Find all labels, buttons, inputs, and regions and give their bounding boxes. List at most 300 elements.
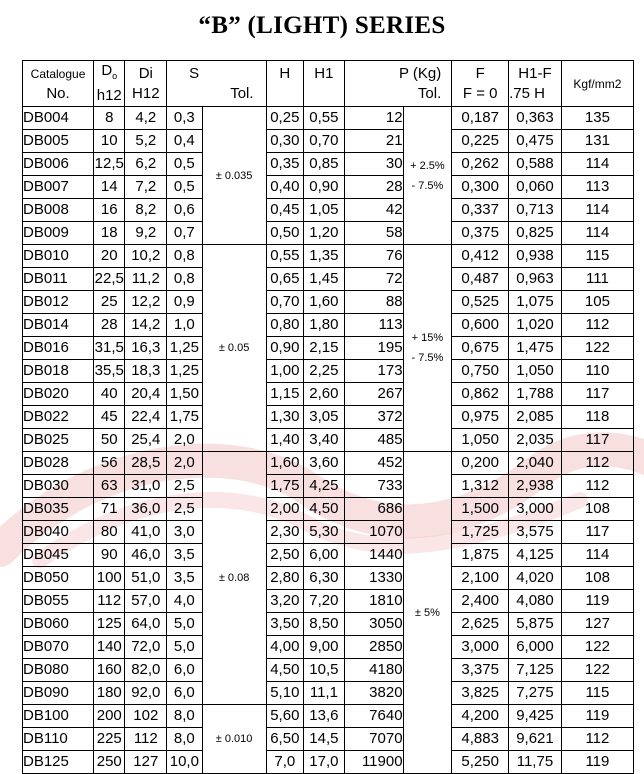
cell-s: 1,25 [167, 337, 203, 360]
cell-kgf: 122 [561, 659, 633, 682]
table-row [23, 383, 634, 406]
cell-catalogue-no: DB100 [23, 705, 94, 728]
table-row [23, 337, 634, 360]
cell-h1: 11,1 [304, 682, 345, 705]
cell-do: 80 [94, 521, 125, 544]
cell-do: 140 [94, 636, 125, 659]
cell-f: 0,337 [452, 199, 509, 222]
cell-kgf: 117 [561, 383, 633, 406]
cell-h1-f: 1,788 [509, 383, 562, 406]
cell-do: 14 [94, 176, 125, 199]
cell-di: 41,0 [125, 521, 167, 544]
cell-do: 40 [94, 383, 125, 406]
cell-kgf: 114 [561, 199, 633, 222]
cell-catalogue-no: DB028 [23, 452, 94, 475]
table-row [23, 728, 634, 751]
header-row [23, 61, 634, 107]
cell-h: 0,80 [266, 314, 304, 337]
cell-f: 0,975 [452, 406, 509, 429]
cell-h1: 3,60 [304, 452, 345, 475]
cell-h: 4,50 [266, 659, 304, 682]
cell-h: 2,50 [266, 544, 304, 567]
cell-h1-f: 0,475 [509, 130, 562, 153]
cell-kgf: 131 [561, 130, 633, 153]
cell-h1-f: 4,080 [509, 590, 562, 613]
cell-p: 21 [344, 130, 403, 153]
cell-di: 51,0 [125, 567, 167, 590]
cell-h1-f: 0,363 [509, 107, 562, 130]
p-tolerance-minus: - 7.5% [411, 179, 444, 192]
cell-catalogue-no: DB045 [23, 544, 94, 567]
cell-h: 2,00 [266, 498, 304, 521]
cell-h: 0,90 [266, 337, 304, 360]
cell-f: 0,200 [452, 452, 509, 475]
cell-do: 71 [94, 498, 125, 521]
cell-kgf: 135 [561, 107, 633, 130]
cell-di: 112 [125, 728, 167, 751]
header-h: H [266, 61, 304, 107]
cell-h: 0,50 [266, 222, 304, 245]
cell-kgf: 127 [561, 613, 633, 636]
cell-h: 0,40 [266, 176, 304, 199]
cell-s: 6,0 [167, 659, 203, 682]
cell-p: 76 [344, 245, 403, 268]
cell-h1: 0,90 [304, 176, 345, 199]
table-row [23, 222, 634, 245]
cell-do: 50 [94, 429, 125, 452]
cell-do: 112 [94, 590, 125, 613]
cell-s: 3,5 [167, 544, 203, 567]
cell-f: 0,487 [452, 268, 509, 291]
table-row [23, 268, 634, 291]
cell-di: 6,2 [125, 153, 167, 176]
cell-catalogue-no: DB012 [23, 291, 94, 314]
cell-do: 250 [94, 751, 125, 774]
cell-s-tolerance: ± 0.010 [202, 705, 266, 774]
cell-f: 0,300 [452, 176, 509, 199]
cell-s: 2,0 [167, 429, 203, 452]
cell-h1: 1,35 [304, 245, 345, 268]
cell-h: 1,75 [266, 475, 304, 498]
table-row [23, 682, 634, 705]
cell-h1: 4,25 [304, 475, 345, 498]
cell-f: 1,050 [452, 429, 509, 452]
cell-f: 1,500 [452, 498, 509, 521]
cell-catalogue-no: DB009 [23, 222, 94, 245]
cell-h1: 17,0 [304, 751, 345, 774]
cell-s: 6,0 [167, 682, 203, 705]
cell-f: 2,100 [452, 567, 509, 590]
cell-p: 11900 [344, 751, 403, 774]
cell-h1-f: 0,825 [509, 222, 562, 245]
cell-do: 45 [94, 406, 125, 429]
cell-do: 125 [94, 613, 125, 636]
table-row [23, 613, 634, 636]
cell-h: 0,30 [266, 130, 304, 153]
cell-catalogue-no: DB011 [23, 268, 94, 291]
cell-h: 1,30 [266, 406, 304, 429]
cell-catalogue-no: DB070 [23, 636, 94, 659]
table-row [23, 590, 634, 613]
cell-s: 0,5 [167, 153, 203, 176]
cell-catalogue-no: DB010 [23, 245, 94, 268]
cell-h: 2,80 [266, 567, 304, 590]
cell-kgf: 113 [561, 176, 633, 199]
cell-p: 12 [344, 107, 403, 130]
table-row [23, 360, 634, 383]
cell-f: 0,750 [452, 360, 509, 383]
cell-h: 0,55 [266, 245, 304, 268]
cell-h1-f: 0,713 [509, 199, 562, 222]
cell-p: 72 [344, 268, 403, 291]
table-row [23, 475, 634, 498]
cell-h1: 1,20 [304, 222, 345, 245]
cell-h1: 2,25 [304, 360, 345, 383]
cell-catalogue-no: DB005 [23, 130, 94, 153]
table-row [23, 705, 634, 728]
cell-s: 2,0 [167, 452, 203, 475]
cell-p: 3820 [344, 682, 403, 705]
cell-di: 14,2 [125, 314, 167, 337]
cell-p: 1440 [344, 544, 403, 567]
cell-do: 12,5 [94, 153, 125, 176]
cell-h1: 1,45 [304, 268, 345, 291]
cell-h: 5,10 [266, 682, 304, 705]
page-title: “B” (LIGHT) SERIES [198, 12, 446, 39]
cell-h1-f: 1,475 [509, 337, 562, 360]
cell-kgf: 111 [561, 268, 633, 291]
cell-h1-f: 3,000 [509, 498, 562, 521]
cell-p: 686 [344, 498, 403, 521]
cell-p: 7070 [344, 728, 403, 751]
p-tolerance-plus: ± 5% [414, 606, 440, 619]
cell-catalogue-no: DB090 [23, 682, 94, 705]
cell-h1-f: 2,035 [509, 429, 562, 452]
cell-s: 1,50 [167, 383, 203, 406]
cell-catalogue-no: DB030 [23, 475, 94, 498]
cell-h: 6,50 [266, 728, 304, 751]
cell-s: 1,75 [167, 406, 203, 429]
cell-do: 160 [94, 659, 125, 682]
cell-p-tolerance [403, 452, 452, 774]
header-di: Di H12 [125, 61, 167, 107]
cell-h: 1,40 [266, 429, 304, 452]
table-row [23, 659, 634, 682]
cell-di: 31,0 [125, 475, 167, 498]
cell-catalogue-no: DB016 [23, 337, 94, 360]
cell-h1: 0,70 [304, 130, 345, 153]
cell-h1: 1,60 [304, 291, 345, 314]
cell-f: 0,862 [452, 383, 509, 406]
cell-h: 4,00 [266, 636, 304, 659]
cell-h1-f: 5,875 [509, 613, 562, 636]
cell-s: 3,0 [167, 521, 203, 544]
cell-di: 16,3 [125, 337, 167, 360]
cell-s: 2,5 [167, 475, 203, 498]
cell-f: 0,375 [452, 222, 509, 245]
cell-catalogue-no: DB050 [23, 567, 94, 590]
cell-f: 0,225 [452, 130, 509, 153]
cell-s: 0,7 [167, 222, 203, 245]
cell-kgf: 114 [561, 222, 633, 245]
cell-h: 0,45 [266, 199, 304, 222]
cell-do: 8 [94, 107, 125, 130]
cell-h1: 7,20 [304, 590, 345, 613]
cell-h1: 9,00 [304, 636, 345, 659]
cell-h1-f: 0,588 [509, 153, 562, 176]
cell-f: 0,525 [452, 291, 509, 314]
cell-s: 4,0 [167, 590, 203, 613]
cell-h1-f: 0,963 [509, 268, 562, 291]
cell-kgf: 112 [561, 728, 633, 751]
header-h1f: H1-F .75 H [509, 61, 562, 107]
cell-p: 195 [344, 337, 403, 360]
header-h1: H1 [304, 61, 345, 107]
cell-do: 18 [94, 222, 125, 245]
cell-di: 127 [125, 751, 167, 774]
cell-f: 1,312 [452, 475, 509, 498]
cell-f: 3,825 [452, 682, 509, 705]
cell-s: 5,0 [167, 613, 203, 636]
table-row [23, 636, 634, 659]
cell-di: 20,4 [125, 383, 167, 406]
cell-do: 25 [94, 291, 125, 314]
cell-do: 10 [94, 130, 125, 153]
header-f: F F = 0 [452, 61, 509, 107]
cell-kgf: 117 [561, 429, 633, 452]
cell-s: 0,9 [167, 291, 203, 314]
spec-table-body [23, 107, 634, 774]
cell-di: 25,4 [125, 429, 167, 452]
header-s: S Tol. [167, 61, 266, 107]
p-tolerance-plus: + 15% [411, 332, 444, 344]
cell-h1-f: 9,621 [509, 728, 562, 751]
cell-catalogue-no: DB125 [23, 751, 94, 774]
header-catalogue: Catalogue No. [23, 61, 94, 107]
cell-f: 0,675 [452, 337, 509, 360]
cell-p: 113 [344, 314, 403, 337]
cell-p: 733 [344, 475, 403, 498]
cell-p: 1070 [344, 521, 403, 544]
cell-catalogue-no: DB006 [23, 153, 94, 176]
cell-kgf: 115 [561, 682, 633, 705]
cell-h1: 3,40 [304, 429, 345, 452]
cell-catalogue-no: DB022 [23, 406, 94, 429]
cell-h1-f: 0,060 [509, 176, 562, 199]
cell-kgf: 117 [561, 521, 633, 544]
cell-h: 1,60 [266, 452, 304, 475]
cell-s: 1,25 [167, 360, 203, 383]
table-row [23, 199, 634, 222]
cell-p: 173 [344, 360, 403, 383]
p-tolerance-plus: + 2.5% [410, 159, 445, 172]
cell-h: 0,35 [266, 153, 304, 176]
cell-s: 0,6 [167, 199, 203, 222]
cell-s: 0,3 [167, 107, 203, 130]
table-row [23, 245, 634, 268]
cell-h1: 3,05 [304, 406, 345, 429]
table-row [23, 544, 634, 567]
cell-p: 1330 [344, 567, 403, 590]
cell-p: 28 [344, 176, 403, 199]
cell-kgf: 115 [561, 245, 633, 268]
cell-h1-f: 11,75 [509, 751, 562, 774]
cell-kgf: 108 [561, 567, 633, 590]
cell-f: 2,625 [452, 613, 509, 636]
cell-kgf: 119 [561, 705, 633, 728]
cell-s-tolerance: ± 0.035 [202, 107, 266, 245]
cell-p-tolerance [403, 107, 452, 245]
cell-p: 88 [344, 291, 403, 314]
cell-s-tolerance: ± 0.05 [202, 245, 266, 452]
cell-di: 11,2 [125, 268, 167, 291]
cell-h: 7,0 [266, 751, 304, 774]
cell-f: 0,187 [452, 107, 509, 130]
cell-f: 1,725 [452, 521, 509, 544]
cell-h1-f: 2,938 [509, 475, 562, 498]
cell-catalogue-no: DB040 [23, 521, 94, 544]
cell-p: 267 [344, 383, 403, 406]
cell-h1-f: 0,938 [509, 245, 562, 268]
cell-catalogue-no: DB008 [23, 199, 94, 222]
cell-di: 10,2 [125, 245, 167, 268]
table-row [23, 291, 634, 314]
cell-di: 4,2 [125, 107, 167, 130]
cell-h1: 1,80 [304, 314, 345, 337]
cell-s: 8,0 [167, 728, 203, 751]
table-row [23, 521, 634, 544]
cell-kgf: 119 [561, 590, 633, 613]
cell-do: 31,5 [94, 337, 125, 360]
cell-do: 16 [94, 199, 125, 222]
cell-h1-f: 4,125 [509, 544, 562, 567]
cell-h1-f: 1,020 [509, 314, 562, 337]
cell-di: 5,2 [125, 130, 167, 153]
cell-s: 1,0 [167, 314, 203, 337]
cell-kgf: 108 [561, 498, 633, 521]
cell-di: 22,4 [125, 406, 167, 429]
cell-s-tolerance: ± 0.08 [202, 452, 266, 705]
cell-f: 2,400 [452, 590, 509, 613]
cell-h1: 4,50 [304, 498, 345, 521]
cell-h1: 8,50 [304, 613, 345, 636]
table-row [23, 452, 634, 475]
cell-kgf: 119 [561, 751, 633, 774]
cell-p: 30 [344, 153, 403, 176]
cell-f: 0,600 [452, 314, 509, 337]
cell-f: 0,412 [452, 245, 509, 268]
cell-s: 0,4 [167, 130, 203, 153]
cell-catalogue-no: DB080 [23, 659, 94, 682]
cell-di: 18,3 [125, 360, 167, 383]
cell-do: 200 [94, 705, 125, 728]
cell-h1-f: 9,425 [509, 705, 562, 728]
cell-h: 1,15 [266, 383, 304, 406]
cell-catalogue-no: DB110 [23, 728, 94, 751]
table-row [23, 314, 634, 337]
cell-s: 5,0 [167, 636, 203, 659]
table-row [23, 107, 634, 130]
cell-p: 485 [344, 429, 403, 452]
cell-kgf: 122 [561, 636, 633, 659]
cell-s: 0,8 [167, 268, 203, 291]
cell-h1-f: 2,085 [509, 406, 562, 429]
cell-di: 57,0 [125, 590, 167, 613]
cell-do: 20 [94, 245, 125, 268]
cell-f: 0,262 [452, 153, 509, 176]
cell-p: 42 [344, 199, 403, 222]
cell-h1: 0,85 [304, 153, 345, 176]
table-row [23, 498, 634, 521]
cell-s: 10,0 [167, 751, 203, 774]
cell-f: 1,875 [452, 544, 509, 567]
cell-p: 372 [344, 406, 403, 429]
cell-h: 3,20 [266, 590, 304, 613]
cell-di: 12,2 [125, 291, 167, 314]
cell-di: 28,5 [125, 452, 167, 475]
cell-h1-f: 7,125 [509, 659, 562, 682]
cell-p: 1810 [344, 590, 403, 613]
cell-do: 225 [94, 728, 125, 751]
cell-p: 452 [344, 452, 403, 475]
cell-f: 5,250 [452, 751, 509, 774]
header-kgf: Kgf/mm2 [561, 61, 633, 107]
table-row [23, 429, 634, 452]
cell-h1-f: 2,040 [509, 452, 562, 475]
cell-p: 3050 [344, 613, 403, 636]
cell-h1: 2,15 [304, 337, 345, 360]
cell-h: 0,65 [266, 268, 304, 291]
cell-f: 3,000 [452, 636, 509, 659]
cell-h: 3,50 [266, 613, 304, 636]
cell-di: 7,2 [125, 176, 167, 199]
cell-h1-f: 1,050 [509, 360, 562, 383]
cell-kgf: 112 [561, 475, 633, 498]
cell-di: 72,0 [125, 636, 167, 659]
cell-s: 3,5 [167, 567, 203, 590]
cell-h: 2,30 [266, 521, 304, 544]
cell-h: 1,00 [266, 360, 304, 383]
cell-f: 3,375 [452, 659, 509, 682]
header-do: $D_o$ h12 [94, 61, 125, 107]
cell-di: 8,2 [125, 199, 167, 222]
cell-do: 180 [94, 682, 125, 705]
cell-kgf: 114 [561, 544, 633, 567]
cell-catalogue-no: DB014 [23, 314, 94, 337]
cell-h: 0,70 [266, 291, 304, 314]
cell-di: 64,0 [125, 613, 167, 636]
cell-kgf: 110 [561, 360, 633, 383]
cell-catalogue-no: DB025 [23, 429, 94, 452]
cell-catalogue-no: DB055 [23, 590, 94, 613]
cell-di: 82,0 [125, 659, 167, 682]
header-p: P (Kg) Tol. [344, 61, 452, 107]
cell-s: 2,5 [167, 498, 203, 521]
cell-h1-f: 1,075 [509, 291, 562, 314]
cell-kgf: 114 [561, 153, 633, 176]
cell-p: 4180 [344, 659, 403, 682]
cell-h1: 0,55 [304, 107, 345, 130]
cell-kgf: 105 [561, 291, 633, 314]
cell-s: 8,0 [167, 705, 203, 728]
cell-s: 0,5 [167, 176, 203, 199]
cell-di: 36,0 [125, 498, 167, 521]
cell-do: 56 [94, 452, 125, 475]
cell-kgf: 122 [561, 337, 633, 360]
cell-h1-f: 3,575 [509, 521, 562, 544]
cell-h1-f: 4,020 [509, 567, 562, 590]
cell-f: 4,200 [452, 705, 509, 728]
